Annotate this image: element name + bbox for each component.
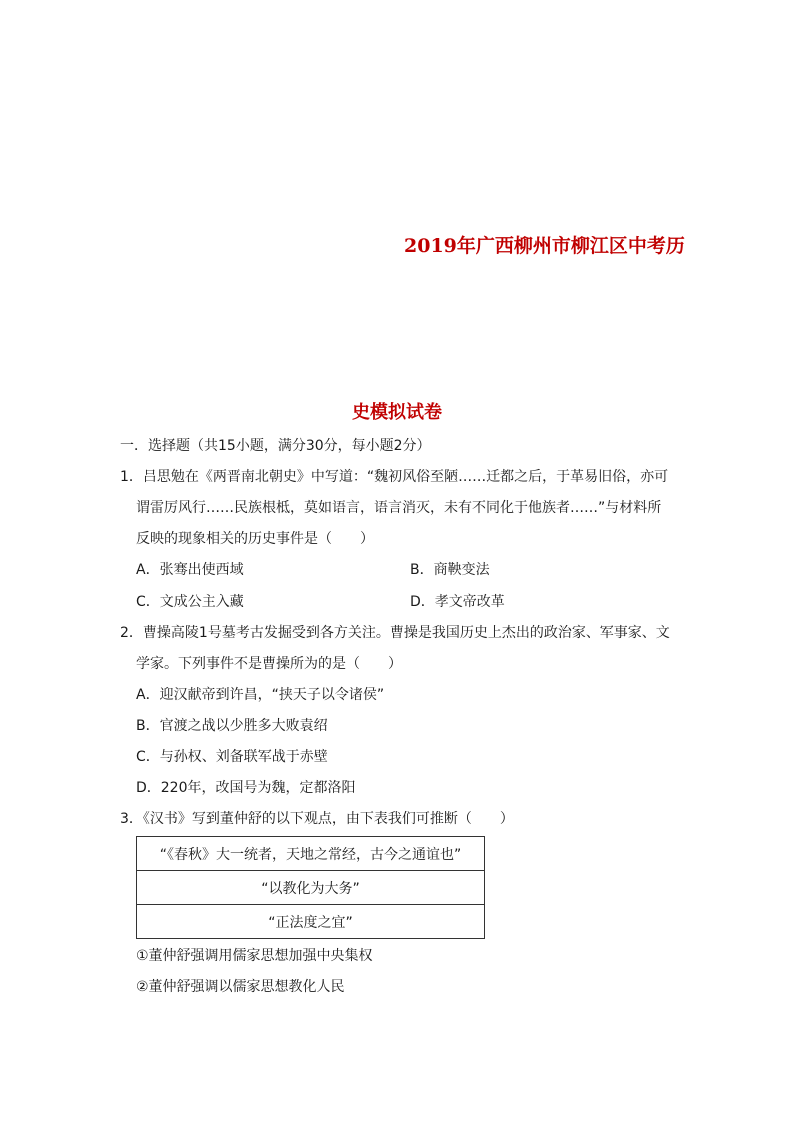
document-title-line-2: 史模拟试卷 bbox=[352, 402, 442, 423]
q3-quote-table bbox=[136, 836, 485, 939]
q1-stem-line-2: 谓雷厉风行……民族根柢，莫如语言，语言消灭，未有不同化于他族者……”与材料所 bbox=[136, 500, 662, 516]
section-heading: 一．选择题（共15小题，满分30分，每小题2分） bbox=[120, 438, 431, 454]
q2-stem-line-1: 2．曹操高陵1号墓考古发掘受到各方关注。曹操是我国历史上杰出的政治家、军事家、文 bbox=[120, 625, 670, 641]
table-cell: “以教化为大务” bbox=[137, 871, 485, 905]
table-cell: “正法度之宜” bbox=[137, 905, 485, 939]
q3-statement-2: ②董仲舒强调以儒家思想教化人民 bbox=[136, 979, 345, 995]
table-row bbox=[137, 871, 485, 905]
q2-option-b: B．官渡之战以少胜多大败袁绍 bbox=[136, 718, 328, 734]
q1-option-c: C．文成公主入藏 bbox=[136, 594, 244, 610]
q2-option-c: C．与孙权、刘备联军战于赤壁 bbox=[136, 749, 328, 765]
q2-option-a: A．迎汉献帝到许昌，“挟天子以令诸侯” bbox=[136, 687, 385, 703]
q1-stem-line-3: 反映的现象相关的历史事件是（ ） bbox=[136, 531, 374, 547]
q2-option-d: D．220年，改国号为魏，定都洛阳 bbox=[136, 780, 356, 796]
q1-stem-line-1: 1．吕思勉在《两晋南北朝史》中写道：“魏初风俗至陋……迁都之后，于革易旧俗，亦可 bbox=[120, 469, 669, 485]
table-row bbox=[137, 905, 485, 939]
q1-option-d: D．孝文帝改革 bbox=[410, 594, 505, 610]
q1-option-b: B．商鞅变法 bbox=[410, 562, 490, 578]
table-row bbox=[137, 837, 485, 871]
table-cell: “《春秋》大一统者，天地之常经，古今之通谊也” bbox=[137, 837, 485, 871]
q1-option-a: A．张骞出使西域 bbox=[136, 562, 244, 578]
document-title-line-1: 2019年广西柳州市柳江区中考历 bbox=[404, 235, 685, 257]
q3-stem-line-1: 3．《汉书》写到董仲舒的以下观点，由下表我们可推断（ ） bbox=[120, 811, 514, 827]
q3-statement-1: ①董仲舒强调用儒家思想加强中央集权 bbox=[136, 948, 373, 964]
q2-stem-line-2: 学家。下列事件不是曹操所为的是（ ） bbox=[136, 656, 402, 672]
